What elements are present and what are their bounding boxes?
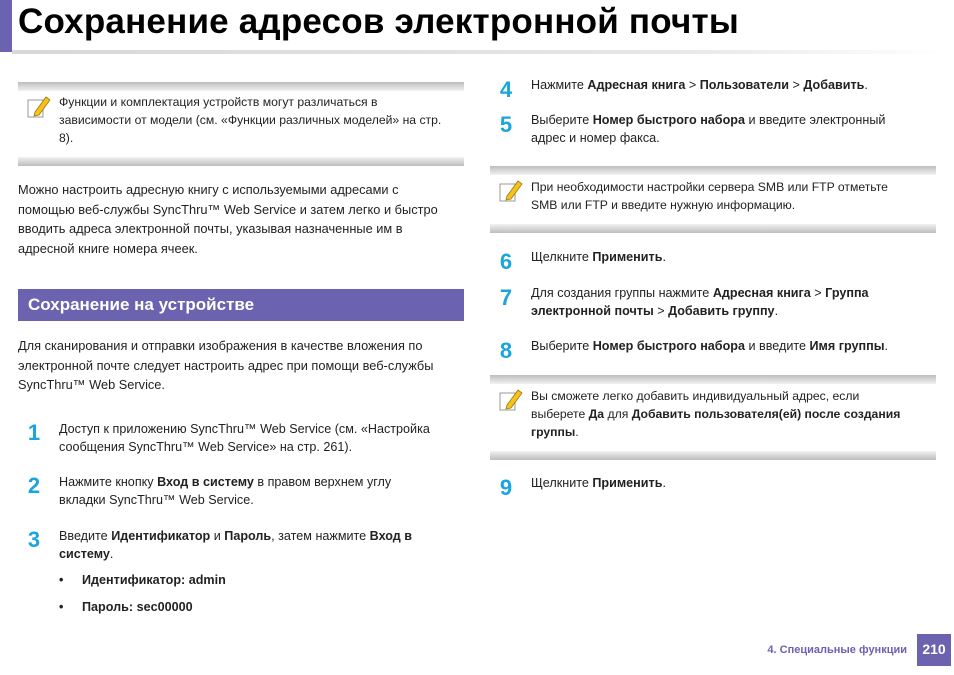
note-text-part: . (575, 425, 579, 439)
ui-term-speed-dial: Номер быстрого набора (592, 113, 745, 127)
note-text-line: Функции и комплектация устройств могут различаться в (59, 95, 378, 109)
step-text-part: Введите (59, 529, 112, 543)
ui-term-add-users-after: Добавить пользователя(ей) после создания (631, 407, 901, 421)
note-pencil-icon (498, 387, 524, 413)
step-1-text (59, 420, 464, 456)
step-text-part: , затем нажмите (271, 529, 370, 543)
ui-term-group-name: Имя группы (809, 339, 885, 353)
ui-term-address-book: Адресная книга (587, 78, 686, 92)
step-text-part: . (662, 250, 666, 264)
step-line (531, 76, 941, 94)
step-line (531, 248, 941, 266)
step-8-text (531, 337, 941, 355)
note-text-line: 8). (59, 131, 74, 145)
paragraph-line: вводить адреса электронной почты, указывая назначенные им в (18, 221, 403, 236)
ui-term-address-book: Адресная книга (712, 286, 811, 300)
note-box (18, 82, 464, 166)
step-3-text (59, 527, 464, 563)
bullet-text: Пароль: sec00000 (82, 600, 193, 614)
step-number: 4 (499, 77, 513, 102)
title-accent-bar (0, 0, 12, 52)
note-box (490, 166, 936, 233)
step-7-text (531, 284, 941, 320)
step-6-text (531, 248, 941, 266)
step-line: вкладки SyncThru™ Web Service. (59, 493, 254, 507)
step-5-text (531, 111, 941, 147)
step-text-part: . (662, 476, 666, 490)
note-box (490, 375, 936, 460)
note-text-line (531, 423, 933, 441)
ui-term-login: Вход в (369, 529, 413, 543)
step-line (59, 473, 464, 491)
ui-term-login: Вход в систему (157, 475, 254, 489)
note-text-line: SMB или FTP и введите нужную информацию. (531, 198, 796, 212)
page-title: Сохранение адресов электронной почты (18, 2, 739, 41)
note-text-part: для (604, 407, 632, 421)
step-line: адрес и номер факса. (531, 131, 660, 145)
note-pencil-icon (26, 94, 52, 120)
step-9-text (531, 474, 941, 492)
note-text-line: зависимости от модели (см. «Функции различных моделей» на стр. (59, 113, 442, 127)
step-number: 8 (499, 338, 513, 363)
paragraph-line: помощью веб-службы SyncThru™ Web Service и затем легко и быстро (18, 201, 438, 217)
step-2-text (59, 473, 464, 509)
step-text-part: . (884, 339, 888, 353)
paragraph-line: SyncThru™ Web Service. (18, 377, 165, 392)
ui-term-add: Добавить (803, 78, 865, 92)
step-line (59, 545, 464, 563)
bullet-item (59, 600, 193, 614)
step-number: 2 (27, 473, 41, 498)
page-number: 210 (917, 634, 951, 666)
step-number: 1 (27, 420, 41, 445)
step-text-part: Выберите (531, 339, 593, 353)
note-text-part: выберете (531, 407, 589, 421)
section-title: Сохранение на устройстве (28, 295, 255, 314)
step-line (531, 474, 941, 492)
note-text-line: При необходимости настройки сервера SMB или FTP отметьте (531, 180, 888, 194)
ui-term-login-cont: систему (59, 547, 110, 561)
ui-term-yes: Да (588, 407, 605, 421)
step-number: 9 (499, 475, 513, 500)
ui-term-email-group: электронной почты (531, 304, 654, 318)
step-text-part: > (810, 286, 826, 300)
step-number: 7 (499, 285, 513, 310)
step-text-part: . (774, 304, 779, 318)
step-line (531, 284, 941, 302)
step-text-part: . (109, 547, 114, 561)
note-text-line: Вы сможете легко добавить индивидуальный адрес, если (531, 389, 860, 403)
step-4-text (531, 76, 941, 94)
bullet-dot: • (59, 600, 64, 614)
step-text-part: > (685, 78, 700, 92)
step-text-part: и (210, 529, 225, 543)
step-line (531, 111, 941, 129)
bullet-text: Идентификатор: admin (82, 573, 226, 587)
step-text-part: и введите (744, 339, 810, 353)
bullet-item (59, 573, 226, 587)
step-line (59, 527, 464, 545)
step-text-part: и введите электронный (744, 113, 886, 127)
step-text-part: . (864, 78, 868, 92)
step-line: Доступ к приложению SyncThru™ Web Service (см. «Настройка (59, 422, 430, 436)
footer-chapter-label: 4. Специальные функции (767, 644, 907, 656)
intro-paragraph (18, 180, 464, 258)
ui-term-users: Пользователи (699, 78, 790, 92)
step-text-part: в правом верхнем углу (253, 475, 392, 489)
step-text-part: Нажмите кнопку (59, 475, 158, 489)
section-header-bar (18, 289, 464, 321)
note-text-line (531, 405, 933, 423)
step-line: сообщения SyncThru™ Web Service» на стр. 261). (59, 440, 353, 454)
step-text-part: Для создания группы нажмите (531, 286, 713, 300)
ui-term-group: группы (531, 425, 576, 439)
ui-term-apply: Применить (592, 250, 663, 264)
step-line (531, 302, 941, 320)
step-text-part: > (653, 304, 669, 318)
step-text-part: Щелкните (531, 476, 593, 490)
step-text-part: Выберите (531, 113, 593, 127)
paragraph-line: адресной книге номера ячеек. (18, 240, 198, 256)
note-pencil-icon (498, 178, 524, 204)
ui-term-group: Группа (825, 286, 869, 300)
step-number: 5 (499, 112, 513, 137)
step-number: 6 (499, 249, 513, 274)
bullet-dot: • (59, 573, 64, 587)
paragraph-line: Можно настроить адресную книгу с используемыми адресами с (18, 182, 399, 197)
ui-term-apply: Применить (592, 476, 663, 490)
ui-term-password: Пароль (224, 529, 272, 543)
step-line (531, 337, 941, 355)
paragraph-line: электронной почте следует настроить адрес при помощи веб-службы (18, 357, 434, 373)
step-text-part: Щелкните (531, 250, 593, 264)
title-divider (12, 50, 942, 54)
step-text-part: Нажмите (531, 78, 588, 92)
section-intro-paragraph (18, 336, 464, 395)
ui-term-id: Идентификатор (111, 529, 211, 543)
paragraph-line: Для сканирования и отправки изображения в качестве вложения по (18, 338, 423, 353)
ui-term-add-group: Добавить группу (668, 304, 775, 318)
step-number: 3 (27, 527, 41, 552)
ui-term-speed-dial: Номер быстрого набора (592, 339, 745, 353)
step-text-part: > (789, 78, 804, 92)
